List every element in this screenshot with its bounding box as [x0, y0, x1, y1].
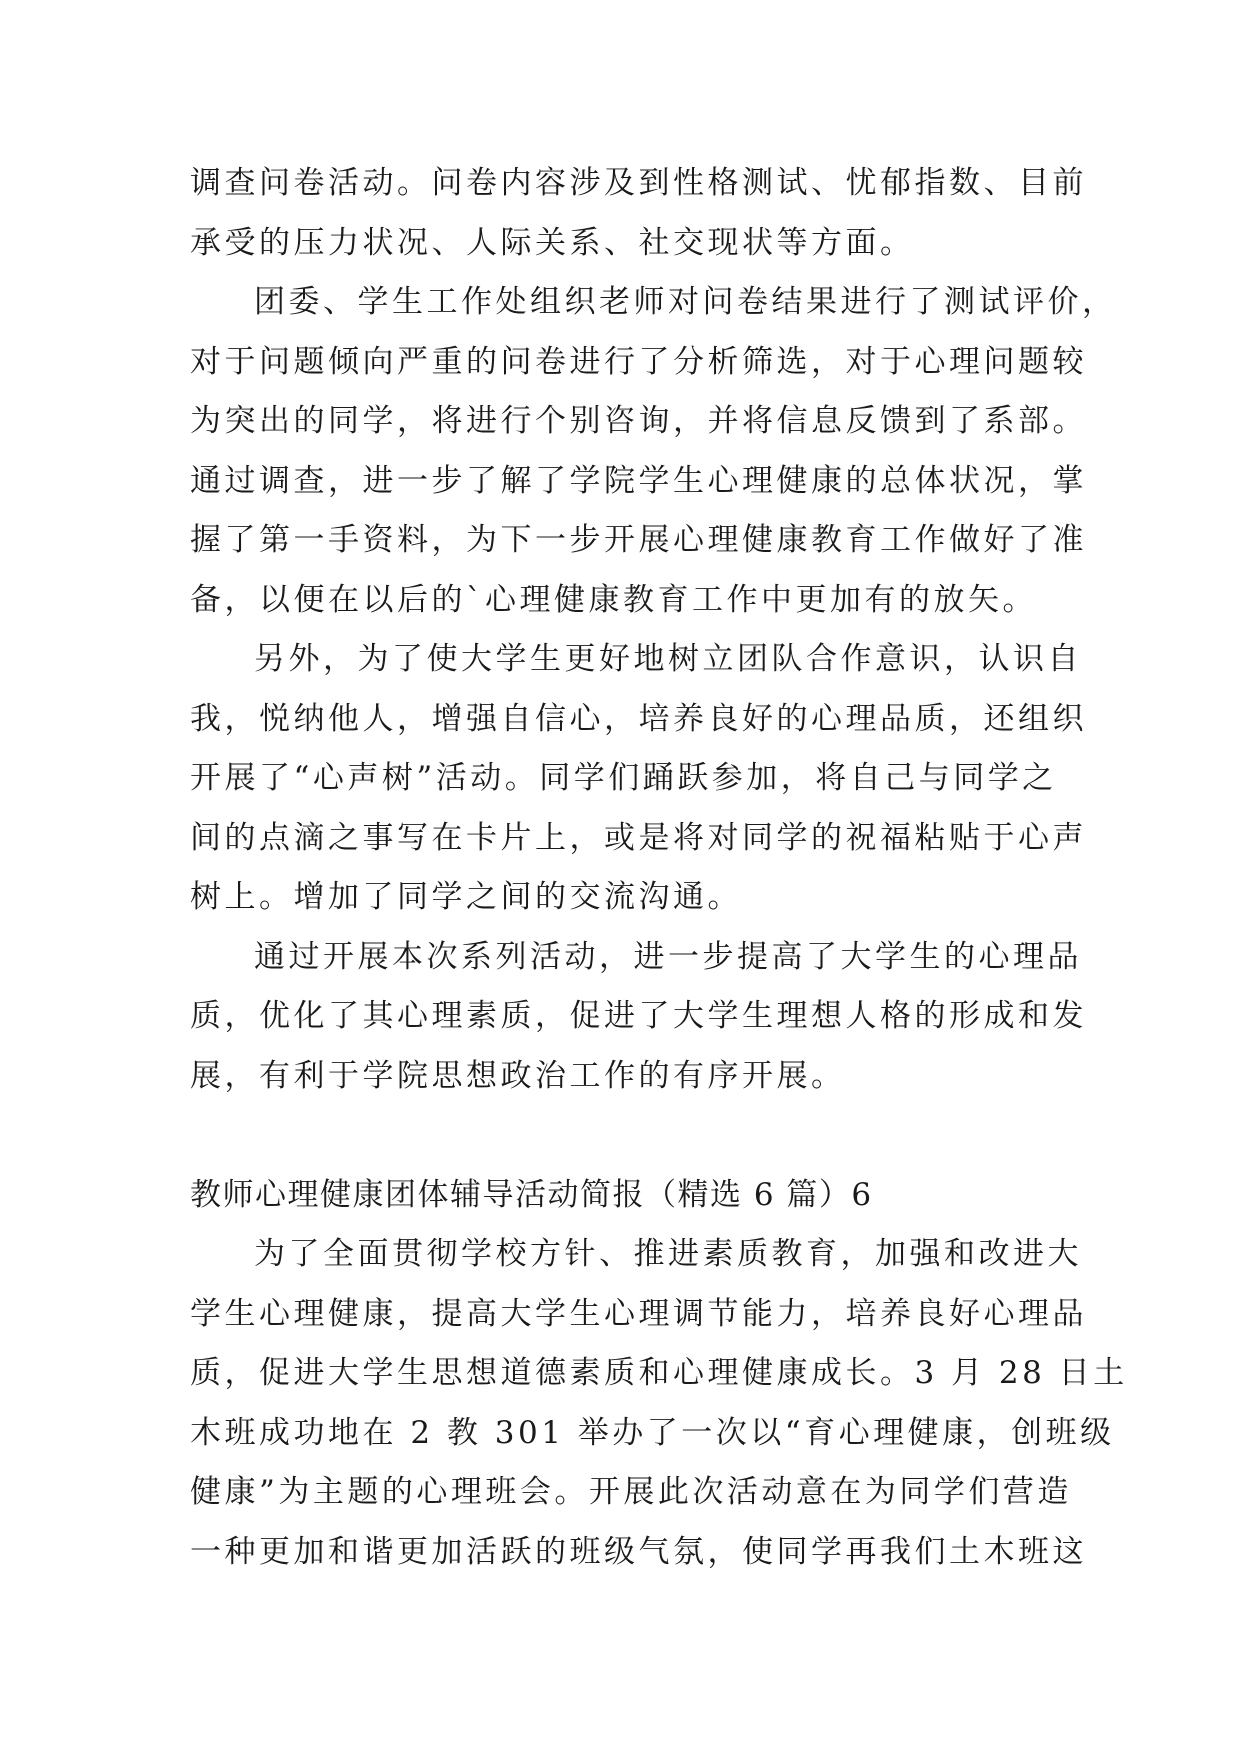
paragraph-line: 开展了“心声树”活动。同学们踊跃参加，将自己与同学之 [190, 760, 1057, 796]
paragraph-line: 木班成功地在 2 教 301 举办了一次以“育心理健康，创班级 [190, 1414, 1115, 1451]
paragraph-line: 对于问题倾向严重的问卷进行了分析筛选，对于心理问题较 [190, 343, 1087, 380]
paragraph-line: 调查问卷活动。问卷内容涉及到性格测试、忧郁指数、目前 [190, 165, 1087, 201]
paragraph-line: 通过调查，进一步了解了学院学生心理健康的总体状况，掌 [190, 462, 1087, 499]
paragraph-line: 质，优化了其心理素质，促进了大学生理想人格的形成和发 [190, 998, 1087, 1034]
paragraph-line: 学生心理健康，提高大学生心理调节能力，培养良好心理品 [190, 1295, 1087, 1332]
paragraph-line: 通过开展本次系列活动，进一步提高了大学生的心理品 [254, 938, 1082, 975]
paragraph-line: 展，有利于学院思想政治工作的有序开展。 [190, 1057, 846, 1094]
paragraph-line: 质，促进大学生思想道德素质和心理健康成长。3 月 28 日土 [190, 1355, 1128, 1391]
paragraph-line: 备，以便在以后的`心理健康教育工作中更加有的放矢。 [190, 581, 1037, 618]
document-body [190, 154, 1128, 1582]
paragraph-line: 一种更加和谐更加活跃的班级气氛，使同学再我们土木班这 [190, 1533, 1087, 1570]
paragraph-line: 树上。增加了同学之间的交流沟通。 [190, 879, 742, 915]
paragraph-line: 健康”为主题的心理班会。开展此次活动意在为同学们营造 [190, 1474, 1072, 1510]
paragraph-line: 间的点滴之事写在卡片上，或是将对同学的祝福粘贴于心声 [190, 819, 1087, 856]
section-gap [190, 1106, 1080, 1166]
paragraph-line: 为了全面贯彻学校方针、推进素质教育，加强和改进大 [254, 1236, 1082, 1272]
paragraph-line: 承受的压力状况、人际关系、社交现状等方面。 [190, 224, 915, 261]
paragraph-line: 我，悦纳他人，增强自信心，培养良好的心理品质，还组织 [190, 700, 1087, 737]
paragraph-line: 团委、学生工作处组织老师对问卷结果进行了测试评价， [254, 284, 1117, 320]
section-heading: 教师心理健康团体辅导活动简报（精选 6 篇）6 [190, 1176, 873, 1213]
paragraph-line: 握了第一手资料，为下一步开展心理健康教育工作做好了准 [190, 522, 1087, 558]
paragraph-line: 为突出的同学，将进行个别咨询，并将信息反馈到了系部。 [190, 403, 1087, 439]
paragraph-line: 另外，为了使大学生更好地树立团队合作意识，认识自 [254, 641, 1082, 677]
